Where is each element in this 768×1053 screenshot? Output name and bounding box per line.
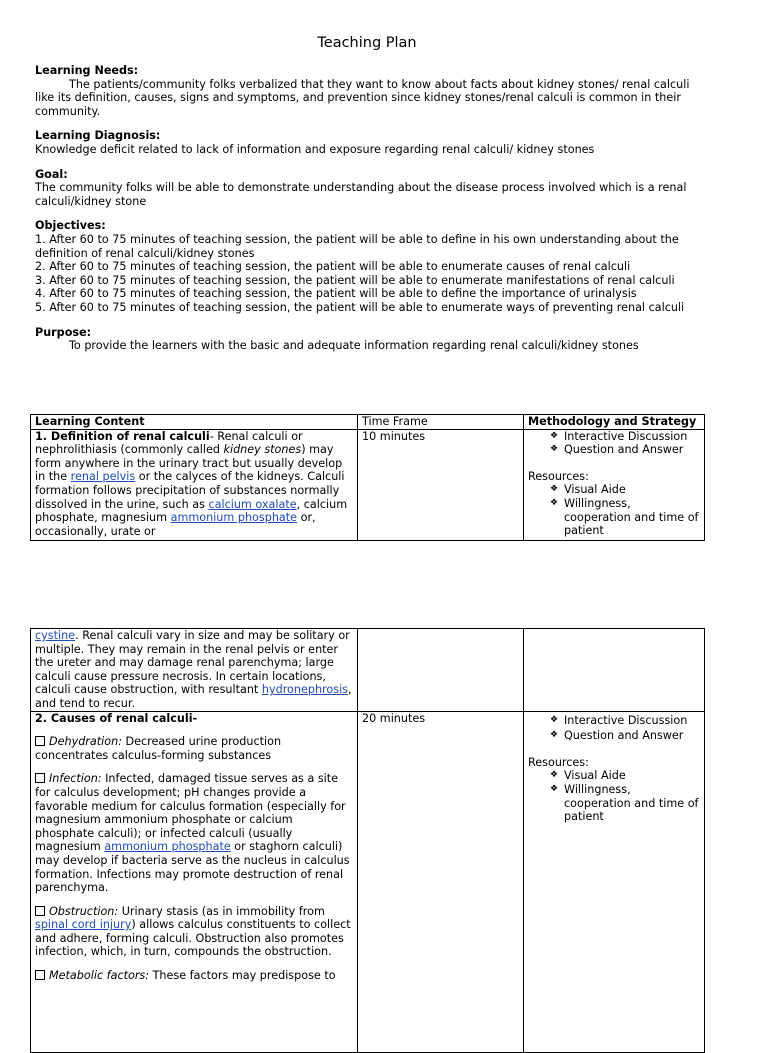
content-text: , and tend to recur. <box>35 683 352 710</box>
objectives-heading: Objectives: <box>35 219 106 233</box>
list-item: ❖ Visual Aide <box>550 769 700 783</box>
learning-needs-heading: Learning Needs: <box>35 64 139 77</box>
cause-infection <box>35 772 353 894</box>
methods-list <box>528 430 700 457</box>
objective-item: 3. After 60 to 75 minutes of teaching session, the patient will be able to enumerate manifestations of renal calculi <box>35 273 675 287</box>
renal-pelvis-link[interactable]: renal pelvis <box>70 470 136 484</box>
checkbox-icon <box>35 906 45 916</box>
content-emphasis: kidney stones <box>223 443 302 457</box>
learning-content-cell <box>31 711 358 1052</box>
teaching-plan-table-continued <box>30 628 705 1053</box>
cause-text: Urinary stasis (as in immobility from <box>118 904 325 918</box>
learning-needs-text: The patients/community folks verbalized that they want to know about facts about kidney stones/ renal calculi like its definition, causes, signs and symptoms, and prevention since kidney stones/renal calculi is common in their community. <box>35 77 690 118</box>
content-text: - Renal calculi or nephrolithiasis (commonly called <box>35 429 303 457</box>
time-frame-cell: 10 minutes <box>358 429 524 540</box>
resources-list <box>528 483 700 537</box>
content-text: or, occasionally, urate or <box>35 511 316 538</box>
content-heading: 1. Definition of renal calculi <box>35 429 210 443</box>
objective-item: 4. After 60 to 75 minutes of teaching session, the patient will be able to define the importance of urinalysis <box>35 287 637 301</box>
list-item: ❖ Willingness, cooperation and time of patient <box>550 783 700 824</box>
list-item: ❖ Question and Answer <box>550 443 700 457</box>
header-methodology: Methodology and Strategy <box>524 415 705 430</box>
cause-text: or staghorn calculi) may develop if bacteria serve as the nucleus in calculus formation. Infections may promote destruction of renal parenchyma. <box>35 840 350 895</box>
objective-item: 1. After 60 to 75 minutes of teaching session, the patient will be able to define in his own understanding about the definition of renal calculi/kidney stones <box>35 232 679 260</box>
content-text: ) may form anywhere in the urinary tract but usually develop in the <box>35 443 343 484</box>
methodology-cell <box>524 629 705 712</box>
cause-label: Infection: <box>49 772 102 786</box>
content-text: . Renal calculi vary in size and may be solitary or multiple. They may remain in the renal pelvis or enter the ureter and may damage renal parenchyma; large calculi cause pressure necrosis. In certain locations, calculi cause obstruction, with resultant <box>35 629 350 697</box>
purpose-text: To provide the learners with the basic and adequate information regarding renal calculi/kidney stones <box>69 339 639 353</box>
learning-content-cell <box>31 429 358 540</box>
cause-metabolic <box>35 969 353 983</box>
checkbox-icon <box>35 736 45 746</box>
cause-label: Obstruction: <box>49 904 119 918</box>
methods-list <box>528 712 700 743</box>
table-row <box>31 629 705 712</box>
resources-label: Resources: <box>528 469 589 483</box>
cause-text: These factors may predispose to <box>149 969 336 983</box>
list-item: ❖ Visual Aide <box>550 483 700 497</box>
table-header-row <box>31 415 705 430</box>
content-heading: 2. Causes of renal calculi- <box>35 711 198 725</box>
teaching-plan-table <box>30 414 705 541</box>
list-item: ❖ Interactive Discussion <box>550 714 700 728</box>
learning-needs-section <box>35 64 690 118</box>
table-row <box>31 711 705 1052</box>
objectives-section <box>35 219 690 314</box>
cause-obstruction <box>35 905 353 959</box>
cystine-link[interactable]: cystine <box>35 629 76 642</box>
content-text: or the calyces of the kidneys. Calculi formation follows precipitation of substances normally dissolved in the urine, such as <box>35 470 345 511</box>
methodology-cell <box>524 429 705 540</box>
goal-text: The community folks will be able to demonstrate understanding about the disease process involved which is a renal calculi/kidney stone <box>35 181 687 208</box>
cause-label: Dehydration: <box>49 735 122 749</box>
cause-label: Metabolic factors: <box>49 969 150 983</box>
calcium-oxalate-link[interactable]: calcium oxalate <box>208 497 297 511</box>
purpose-section <box>35 326 690 353</box>
header-time-frame: Time Frame <box>358 415 524 430</box>
cause-text: Decreased urine production concentrates calculus-forming substances <box>35 735 282 762</box>
cause-text: Infected, damaged tissue serves as a site for calculus development; pH changes provide a favorable medium for calculus formation (especially for magnesium ammonium phosphate or calcium phosphate calculi); or infected calculi (usually magnesium <box>35 772 346 854</box>
page-title: Teaching Plan <box>317 35 417 51</box>
table-row <box>31 429 705 540</box>
checkbox-icon <box>35 970 45 980</box>
list-item: ❖ Question and Answer <box>550 729 700 743</box>
list-item: ❖ Interactive Discussion <box>550 430 700 444</box>
objective-item: 2. After 60 to 75 minutes of teaching session, the patient will be able to enumerate causes of renal calculi <box>35 260 631 274</box>
resources-label: Resources: <box>528 755 589 769</box>
learning-content-cell <box>31 629 358 712</box>
hydronephrosis-link[interactable]: hydronephrosis <box>261 683 349 697</box>
checkbox-icon <box>35 773 45 783</box>
learning-diagnosis-section <box>35 129 690 156</box>
resources-list <box>528 769 700 823</box>
time-frame-cell <box>358 629 524 712</box>
cause-text: ) allows calculus constituents to collect and adhere, forming calculi. Obstruction also promotes infection, which, in turn, compounds the obstruction. <box>35 918 351 959</box>
ammonium-phosphate-link[interactable]: ammonium phosphate <box>104 840 231 854</box>
ammonium-phosphate-link[interactable]: ammonium phosphate <box>170 511 298 525</box>
content-text: , calcium phosphate, magnesium <box>35 497 348 525</box>
methodology-cell <box>524 711 705 1052</box>
cause-dehydration <box>35 735 353 762</box>
spinal-cord-injury-link[interactable]: spinal cord injury <box>35 918 132 932</box>
intro-sections <box>35 64 690 364</box>
time-frame-cell: 20 minutes <box>358 711 524 1052</box>
goal-heading: Goal: <box>35 167 68 181</box>
header-learning-content: Learning Content <box>31 415 358 430</box>
objective-item: 5. After 60 to 75 minutes of teaching session, the patient will be able to enumerate ways of preventing renal calculi <box>35 300 685 314</box>
purpose-heading: Purpose: <box>35 325 92 339</box>
list-item: ❖ Willingness, cooperation and time of patient <box>550 497 700 538</box>
learning-diagnosis-text: Knowledge deficit related to lack of information and exposure regarding renal calculi/ kidney stones <box>35 142 595 156</box>
learning-diagnosis-heading: Learning Diagnosis: <box>35 129 161 143</box>
goal-section <box>35 168 690 209</box>
